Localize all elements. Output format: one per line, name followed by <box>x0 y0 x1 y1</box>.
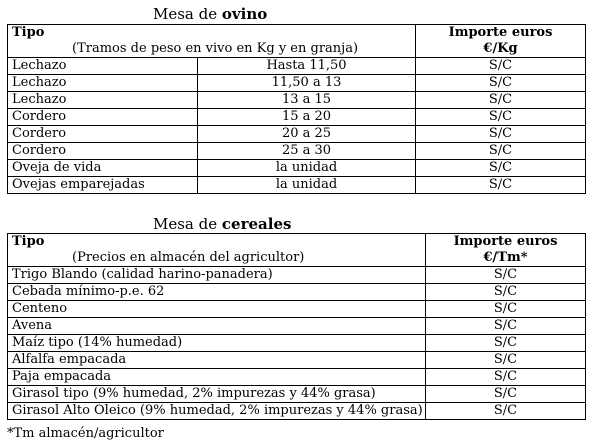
table-row <box>8 58 586 75</box>
cereales-tipo-cell: Avena <box>8 318 426 335</box>
table-row <box>8 369 586 386</box>
table-row <box>8 177 586 194</box>
cereales-tipo-cell: Girasol Alto Oleico (9% humedad, 2% impurezas y 44% grasa) <box>8 403 426 420</box>
cereales-importe-cell: S/C <box>426 267 586 284</box>
table-row <box>8 335 586 352</box>
cereales-tipo-cell: Centeno <box>8 301 426 318</box>
ovino-importe-cell: S/C <box>416 126 586 143</box>
cereales-table-body <box>8 234 586 420</box>
ovino-tipo-cell: Lechazo <box>8 92 198 109</box>
ovino-tramo-cell: 20 a 25 <box>198 126 416 143</box>
cereales-tipo-cell: Maíz tipo (14% humedad) <box>8 335 426 352</box>
ovino-tramo-cell: 13 a 15 <box>198 92 416 109</box>
table-row <box>8 284 586 301</box>
cereales-header-sub: (Precios en almacén del agricultor) <box>72 250 305 265</box>
table-row <box>8 318 586 335</box>
ovino-title-bold: ovino <box>221 5 268 23</box>
ovino-tipo-cell: Ovejas emparejadas <box>8 177 198 194</box>
ovino-tramo-cell: la unidad <box>198 160 416 177</box>
cereales-tipo-cell: Girasol tipo (9% humedad, 2% impurezas y 44% grasa) <box>8 386 426 403</box>
ovino-header-importe-2: €/Kg <box>483 41 518 56</box>
ovino-tramo-cell: 15 a 20 <box>198 109 416 126</box>
cereales-tipo-cell: Cebada mínimo-p.e. 62 <box>8 284 426 301</box>
ovino-importe-cell: S/C <box>416 143 586 160</box>
table-row <box>8 267 586 284</box>
cereales-importe-cell: S/C <box>426 352 586 369</box>
cereales-importe-cell: S/C <box>426 335 586 352</box>
cereales-importe-cell: S/C <box>426 369 586 386</box>
cereales-table <box>7 233 586 420</box>
table-row <box>8 386 586 403</box>
cereales-tipo-cell: Paja empacada <box>8 369 426 386</box>
ovino-importe-cell: S/C <box>416 177 586 194</box>
ovino-tramo-cell: 11,50 a 13 <box>198 75 416 92</box>
ovino-tipo-cell: Lechazo <box>8 75 198 92</box>
ovino-tramo-cell: Hasta 11,50 <box>198 58 416 75</box>
ovino-tipo-cell: Lechazo <box>8 58 198 75</box>
table-row <box>8 301 586 318</box>
cereales-title <box>153 215 291 233</box>
ovino-importe-cell: S/C <box>416 109 586 126</box>
ovino-importe-cell: S/C <box>416 160 586 177</box>
cereales-importe-cell: S/C <box>426 403 586 420</box>
table-row <box>8 352 586 369</box>
table-row <box>8 109 586 126</box>
cereales-header-importe-cell <box>426 234 586 267</box>
cereales-tipo-cell: Alfalfa empacada <box>8 352 426 369</box>
cereales-header-importe-2: €/Tm* <box>483 250 528 265</box>
ovino-header-tipo-cell <box>8 25 416 58</box>
ovino-header-importe-cell <box>416 25 586 58</box>
ovino-title-prefix: Mesa de <box>153 5 222 23</box>
ovino-tipo-cell: Cordero <box>8 126 198 143</box>
table-row <box>8 75 586 92</box>
table-row <box>8 143 586 160</box>
ovino-header-importe-1: Importe euros <box>448 25 553 40</box>
cereales-header-tipo: Tipo <box>12 234 45 249</box>
ovino-header-row <box>8 25 586 58</box>
ovino-header-tipo: Tipo <box>12 25 45 40</box>
ovino-importe-cell: S/C <box>416 92 586 109</box>
cereales-importe-cell: S/C <box>426 386 586 403</box>
table-row <box>8 160 586 177</box>
ovino-tramo-cell: 25 a 30 <box>198 143 416 160</box>
cereales-header-row <box>8 234 586 267</box>
footnote: *Tm almacén/agricultor <box>7 426 164 441</box>
cereales-importe-cell: S/C <box>426 301 586 318</box>
ovino-importe-cell: S/C <box>416 58 586 75</box>
ovino-tipo-cell: Cordero <box>8 109 198 126</box>
ovino-header-sub: (Tramos de peso en vivo en Kg y en granja) <box>72 41 359 56</box>
cereales-title-prefix: Mesa de <box>153 215 222 233</box>
cereales-header-importe-1: Importe euros <box>453 234 558 249</box>
cereales-tipo-cell: Trigo Blando (calidad harino-panadera) <box>8 267 426 284</box>
cereales-title-bold: cereales <box>221 215 292 233</box>
ovino-tipo-cell: Oveja de vida <box>8 160 198 177</box>
cereales-importe-cell: S/C <box>426 318 586 335</box>
ovino-table-body <box>8 25 586 194</box>
ovino-tipo-cell: Cordero <box>8 143 198 160</box>
table-row <box>8 92 586 109</box>
table-row <box>8 126 586 143</box>
ovino-importe-cell: S/C <box>416 75 586 92</box>
ovino-title <box>153 5 267 23</box>
ovino-table <box>7 24 586 194</box>
cereales-importe-cell: S/C <box>426 284 586 301</box>
ovino-tramo-cell: la unidad <box>198 177 416 194</box>
cereales-header-tipo-cell <box>8 234 426 267</box>
table-row <box>8 403 586 420</box>
